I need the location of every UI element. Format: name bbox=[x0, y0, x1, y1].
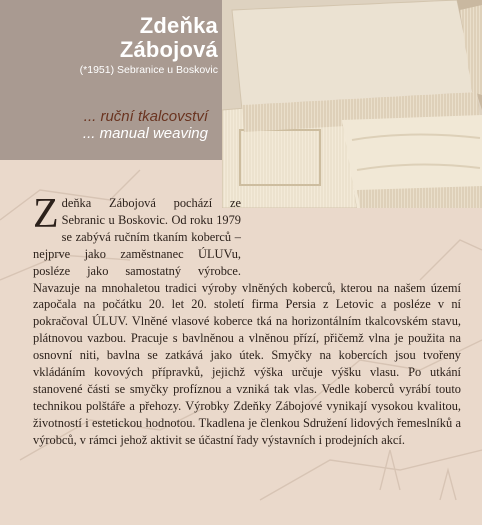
author-first-name: Zdeňka bbox=[139, 13, 218, 38]
section-titles bbox=[83, 108, 208, 142]
biography-text bbox=[33, 191, 461, 449]
title-czech: ... ruční tkalcovství bbox=[83, 108, 208, 125]
drop-cap: Z bbox=[33, 191, 59, 237]
author-last-name: Zábojová bbox=[119, 37, 218, 62]
author-header bbox=[80, 14, 218, 76]
title-english: ... manual weaving bbox=[82, 125, 208, 142]
woven-carpets-photo bbox=[222, 0, 482, 208]
biography-paragraph: deňka Zábojová pochází ze Sebranic u Boskovic. Od roku 1979 se zabývá ručním tkaním koberců – nejprve jako zaměstnanec ÚLUVu, posléze jako samostatný výrobce. Navazuje na mnohaletou tradici výroby vlněných koberců, kterou na našem území započala na počátku 20. let 20. století firma Persia z Letovic a posléze v ní pokračoval ÚLUV. Vlněné vlasové koberce tká na horizontálním tkalcovském stavu, plátnovou vazbou. Pracuje s bavlněnou a vlněnou přízí, přičemž vlna je použita na osnovní niti, bavlna se zatkává jako útek. Smyčky na kobercích jsou tvořeny vkládáním kovových přípravků, jejichž výška určuje výšku vlasu. Po utkání stanovené části se smyčky profíznou a vzniká tak vlas. Vedle koberců vyrábí touto technikou polštáře a přehozy. Výrobky Zdeňky Zábojové vynikají vysokou kvalitou, životností i estetickou hodnotou. Tkadlena je členkou Sdružení lidových řemeslníků a výrobců, v rámci jehož aktivit se účastní řady výstavních i prodejních akcí. bbox=[33, 196, 461, 447]
photo-wrap-space bbox=[247, 195, 461, 277]
author-birth-place: (*1951) Sebranice u Boskovic bbox=[79, 64, 218, 76]
